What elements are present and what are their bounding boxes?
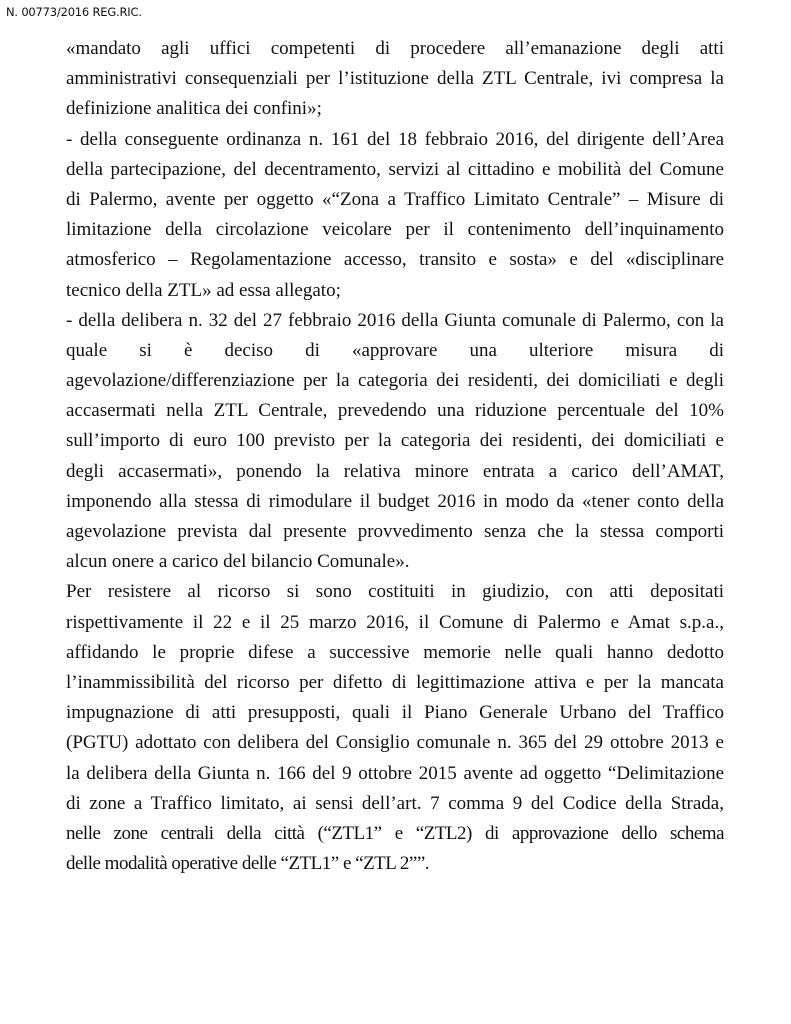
- case-number-header: N. 00773/2016 REG.RIC.: [6, 5, 142, 19]
- text-line: alcun onere a carico del bilancio Comunale».: [66, 551, 410, 573]
- text-line: definizione analitica dei confini»;: [66, 98, 322, 120]
- text-line: la delibera della Giunta n. 166 del 9 ottobre 2015 avente ad oggetto “Delimitazione: [66, 762, 724, 784]
- text-line: agevolazione prevista dal presente provvedimento senza che la stessa comporti: [66, 521, 724, 542]
- text-line: amministrativi consequenziali per l’istituzione della ZTL Centrale, ivi compresa la: [66, 68, 724, 90]
- text-line: l’inammissibilità del ricorso per difetto di legittimazione attiva e per la mancata: [66, 671, 724, 693]
- text-line: imponendo alla stessa di rimodulare il budget 2016 in modo da «tener conto della: [66, 490, 724, 512]
- text-line: limitazione della circolazione veicolare per il contenimento dell’inquinamento: [66, 219, 724, 241]
- text-line: delle modalità operative delle “ZTL1” e “ZTL 2””.: [66, 853, 430, 875]
- text-line: quale si è deciso di «approvare una ulteriore misura di: [66, 339, 724, 361]
- text-line: affidando le proprie difese a successive memorie nelle quali hanno dedotto: [66, 641, 724, 663]
- text-line: sull’importo di euro 100 previsto per la categoria dei residenti, dei domiciliati e: [66, 430, 724, 452]
- text-line: della partecipazione, del decentramento, servizi al cittadino e mobilità del Comune: [66, 158, 724, 180]
- document-body: [66, 34, 724, 879]
- text-line: (PGTU) adottato con delibera del Consiglio comunale n. 365 del 29 ottobre 2013 e: [66, 732, 724, 754]
- text-line: degli accasermati», ponendo la relativa minore entrata a carico dell’AMAT,: [66, 460, 724, 482]
- text-line: rispettivamente il 22 e il 25 marzo 2016, il Comune di Palermo e Amat s.p.a.,: [66, 611, 724, 633]
- text-line: - della conseguente ordinanza n. 161 del 18 febbraio 2016, del dirigente dell’Area: [66, 128, 724, 150]
- text-line: «mandato agli uffici competenti di procedere all’emanazione degli atti: [66, 38, 724, 59]
- text-line: di Palermo, avente per oggetto «“Zona a Traffico Limitato Centrale” – Misure di: [66, 188, 724, 210]
- text-line: impugnazione di atti presupposti, quali il Piano Generale Urbano del Traffico: [66, 702, 724, 724]
- text-line: agevolazione/differenziazione per la categoria dei residenti, dei domiciliati e degli: [66, 370, 724, 392]
- text-line: Per resistere al ricorso si sono costituiti in giudizio, con atti depositati: [66, 581, 724, 603]
- text-line: accasermati nella ZTL Centrale, prevedendo una riduzione percentuale del 10%: [66, 400, 724, 422]
- text-line: di zone a Traffico limitato, ai sensi dell’art. 7 comma 9 del Codice della Strada,: [66, 792, 724, 814]
- text-line: nelle zone centrali della città (“ZTL1” e “ZTL2) di approvazione dello schema: [66, 822, 724, 844]
- text-line: - della delibera n. 32 del 27 febbraio 2016 della Giunta comunale di Palermo, con la: [66, 309, 724, 331]
- text-line: atmosferico – Regolamentazione accesso, transito e sosta» e del «disciplinare: [66, 249, 724, 271]
- text-line: tecnico della ZTL» ad essa allegato;: [66, 279, 341, 301]
